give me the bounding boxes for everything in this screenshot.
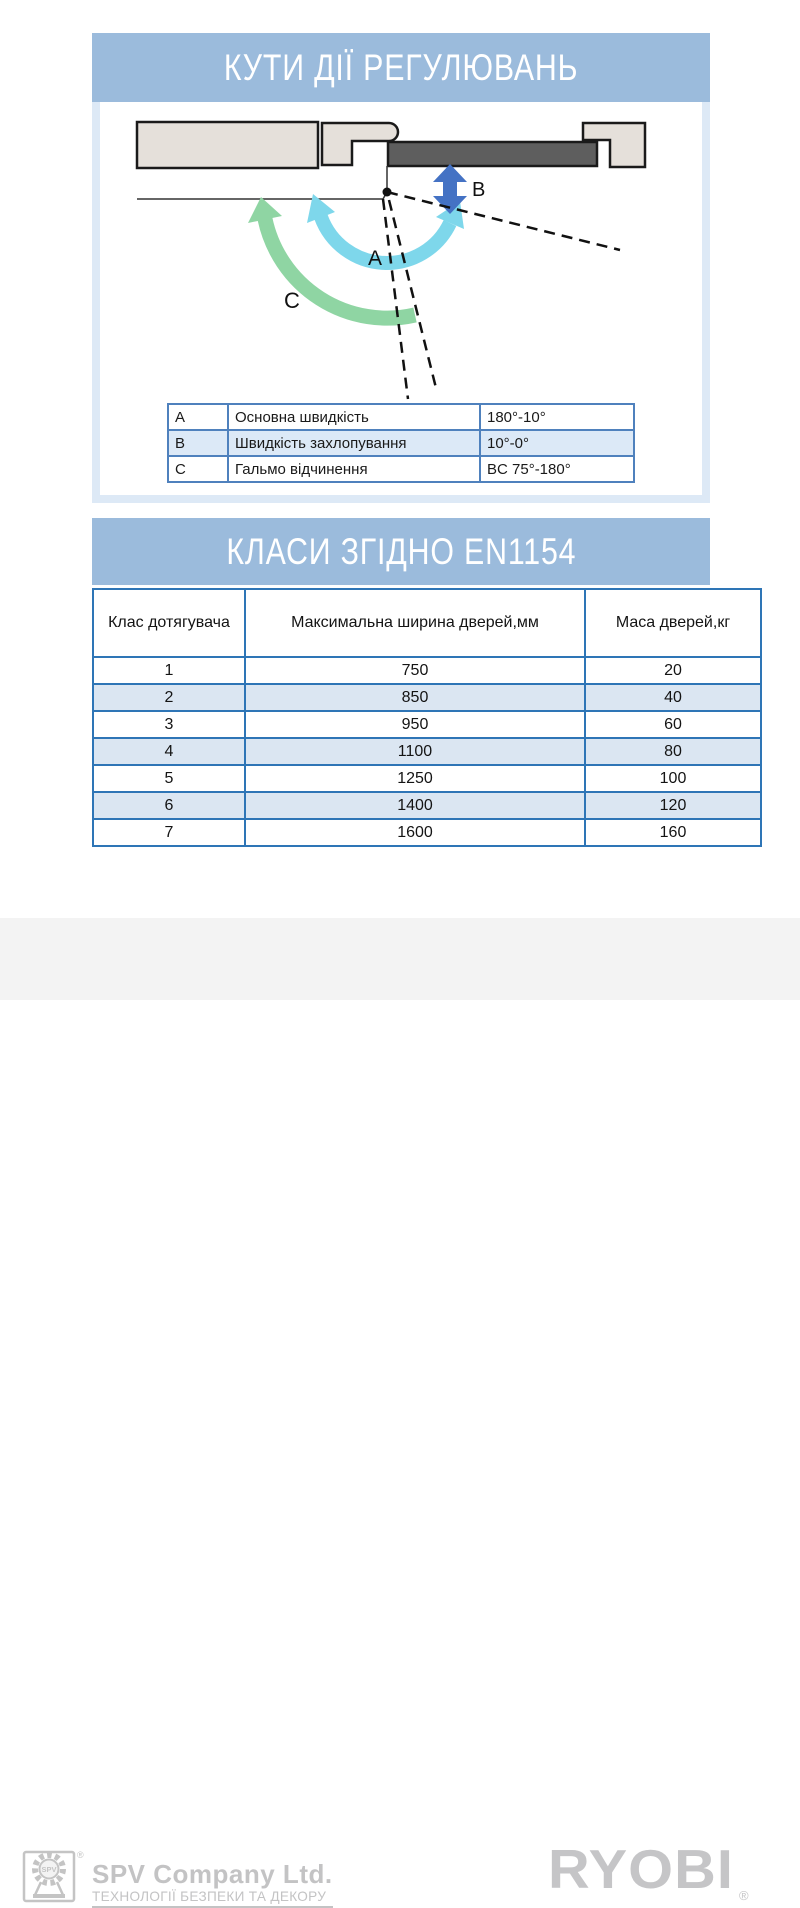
spv-badge-icon: [22, 1845, 86, 1903]
svg-text:SPV: SPV: [41, 1865, 57, 1874]
dashed-line-down-1: [383, 199, 408, 399]
ryobi-logo: RYOBI: [548, 1838, 735, 1900]
wall-left: [137, 122, 318, 168]
table-row: [93, 657, 761, 684]
class-cell: 5: [93, 765, 245, 792]
mass-cell: 60: [585, 711, 761, 738]
column-header-mass: Маса дверей,кг: [585, 589, 761, 657]
mass-cell: 120: [585, 792, 761, 819]
width-cell: 1100: [245, 738, 585, 765]
legend-key-cell: C: [168, 456, 228, 482]
width-cell: 850: [245, 684, 585, 711]
mass-cell: 40: [585, 684, 761, 711]
angles-section-header: [92, 33, 710, 102]
mass-cell: 160: [585, 819, 761, 846]
legend-name-cell: Швидкість захлопування: [228, 430, 480, 456]
class-cell: 2: [93, 684, 245, 711]
door-jamb-middle: [322, 123, 398, 165]
class-cell: 3: [93, 711, 245, 738]
table-row: [93, 792, 761, 819]
legend-value-cell: 10°-0°: [480, 430, 634, 456]
column-header-width: Максимальна ширина дверей,мм: [245, 589, 585, 657]
width-cell: 950: [245, 711, 585, 738]
mass-cell: 20: [585, 657, 761, 684]
footer: [0, 918, 800, 1905]
table-row: [93, 819, 761, 846]
legend-name-cell: Гальмо відчинення: [228, 456, 480, 482]
spv-logo: [22, 1845, 333, 1908]
width-cell: 1250: [245, 765, 585, 792]
table-row: [93, 684, 761, 711]
legend-name-cell: Основна швидкість: [228, 404, 480, 430]
width-cell: 1600: [245, 819, 585, 846]
spv-company-name: SPV Company Ltd.: [92, 1859, 333, 1889]
svg-text:®: ®: [77, 1850, 84, 1860]
class-cell: 1: [93, 657, 245, 684]
table-row: [93, 765, 761, 792]
classes-section-header: [92, 518, 710, 585]
table-header-row: [93, 589, 761, 657]
spv-text-block: [92, 1861, 333, 1908]
mass-cell: 100: [585, 765, 761, 792]
ryobi-registered-mark: ®: [739, 1888, 749, 1903]
diagram-label-b: B: [472, 179, 486, 201]
table-row: [168, 456, 634, 482]
width-cell: 750: [245, 657, 585, 684]
class-cell: 4: [93, 738, 245, 765]
column-header-class: Клас дотягувача: [93, 589, 245, 657]
width-cell: 1400: [245, 792, 585, 819]
angles-legend-table: [167, 403, 635, 483]
angles-section-title: КУТИ ДІЇ РЕГУЛЮВАНЬ: [223, 46, 579, 88]
door-leaf: [388, 142, 597, 166]
door-closer-angles-diagram: [100, 102, 702, 400]
table-row: [93, 738, 761, 765]
en1154-classes-table: [92, 588, 762, 847]
legend-key-cell: A: [168, 404, 228, 430]
diagram-label-c: C: [284, 288, 300, 313]
class-cell: 6: [93, 792, 245, 819]
table-row: [168, 404, 634, 430]
mass-cell: 80: [585, 738, 761, 765]
classes-section-title: КЛАСИ ЗГІДНО EN1154: [226, 530, 576, 572]
legend-value-cell: BC 75°-180°: [480, 456, 634, 482]
arc-c-arrowhead: [248, 197, 282, 223]
diagram-label-a: A: [368, 247, 383, 270]
table-row: [168, 430, 634, 456]
pivot-dot: [383, 188, 392, 197]
legend-value-cell: 180°-10°: [480, 404, 634, 430]
dashed-line-open-right: [387, 192, 620, 250]
table-row: [93, 711, 761, 738]
class-cell: 7: [93, 819, 245, 846]
spv-tagline: ТЕХНОЛОГІЇ БЕЗПЕКИ ТА ДЕКОРУ: [92, 1889, 333, 1908]
legend-key-cell: B: [168, 430, 228, 456]
